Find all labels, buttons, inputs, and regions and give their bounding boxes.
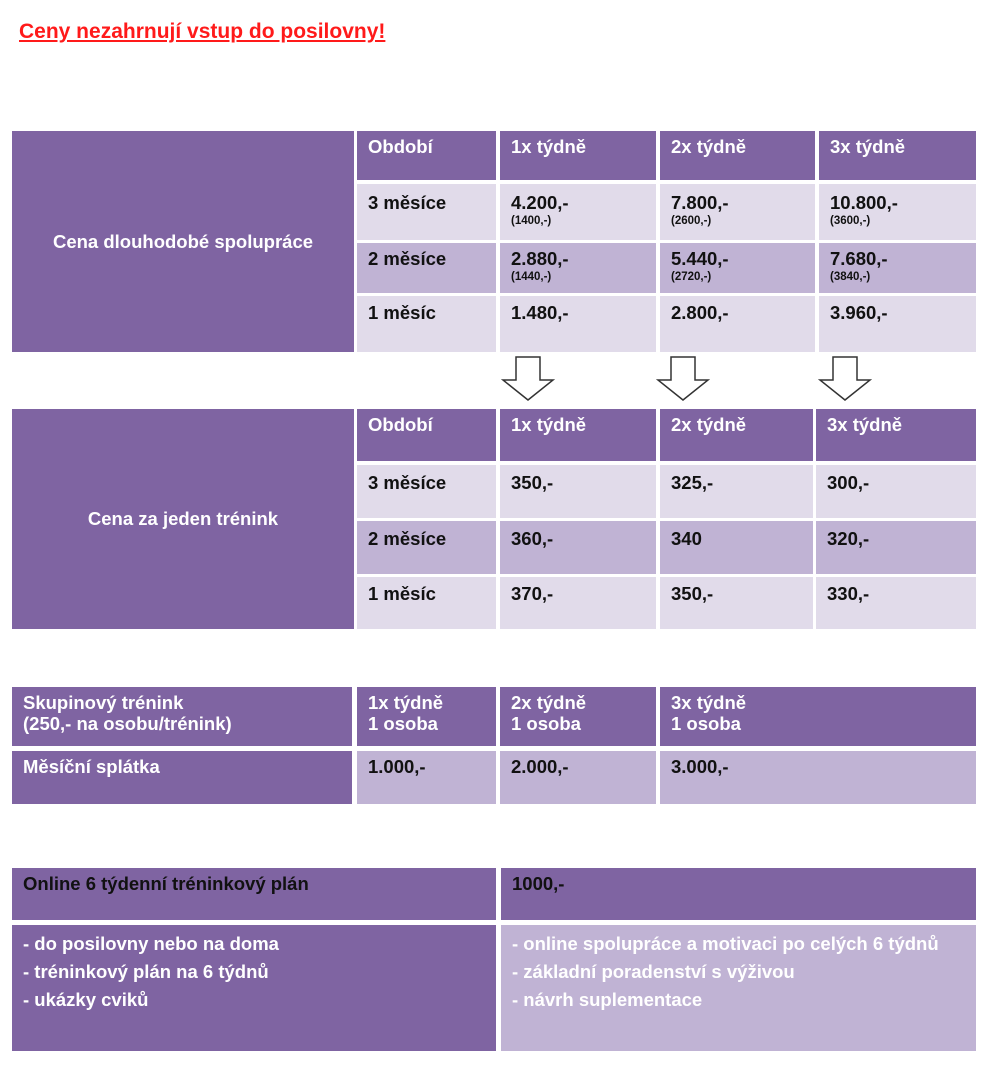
table2-period-2m: 2 měsíce bbox=[357, 521, 496, 574]
table1-price-1m-3x: 3.960,- bbox=[819, 296, 976, 352]
table1-row-label: Cena dlouhodobé spolupráce bbox=[12, 131, 354, 352]
table2-header-3x: 3x týdně bbox=[816, 409, 976, 461]
table2-price-1m-2x: 350,- bbox=[660, 577, 813, 629]
table3-title bbox=[12, 687, 352, 746]
persons: 1 osoba bbox=[368, 713, 438, 735]
persons: 1 osoba bbox=[511, 713, 581, 735]
frequency: 3x týdně bbox=[671, 692, 747, 713]
list-item: - tréninkový plán na 6 týdnů bbox=[23, 960, 269, 982]
down-arrow-icon bbox=[500, 356, 556, 402]
price-note: (1400,-) bbox=[511, 215, 552, 228]
table4-left-list bbox=[12, 925, 496, 1051]
price-note: (1440,-) bbox=[511, 271, 552, 284]
table3-header-3x bbox=[660, 687, 976, 746]
table1-price-2m-3x bbox=[819, 243, 976, 293]
price: 7.680,- bbox=[830, 248, 888, 269]
price-warning: Ceny nezahrnují vstup do posilovny! bbox=[19, 20, 386, 43]
table1-period-2m: 2 měsíce bbox=[357, 243, 496, 293]
table2-period-3m: 3 měsíce bbox=[357, 465, 496, 518]
table1-price-1m-1x: 1.480,- bbox=[500, 296, 656, 352]
price: 7.800,- bbox=[671, 192, 729, 213]
table3-price-1x: 1.000,- bbox=[357, 751, 496, 804]
table4-title: Online 6 týdenní tréninkový plán bbox=[12, 868, 496, 920]
table3-price-2x: 2.000,- bbox=[500, 751, 656, 804]
table1-header-3x: 3x týdně bbox=[819, 131, 976, 180]
table2-price-1m-3x: 330,- bbox=[816, 577, 976, 629]
table1-price-2m-2x bbox=[660, 243, 815, 293]
table1-header-period: Období bbox=[357, 131, 496, 180]
table2-price-1m-1x: 370,- bbox=[500, 577, 656, 629]
table3-header-1x bbox=[357, 687, 496, 746]
table1-header-2x: 2x týdně bbox=[660, 131, 815, 180]
price-note: (2600,-) bbox=[671, 215, 712, 228]
table2-period-1m: 1 měsíc bbox=[357, 577, 496, 629]
persons: 1 osoba bbox=[671, 713, 741, 735]
table3-price-3x: 3.000,- bbox=[660, 751, 976, 804]
list-item: - online spolupráce a motivaci po celých 6 týdnů bbox=[512, 933, 939, 954]
table2-header-period: Období bbox=[357, 409, 496, 461]
table1-price-3m-3x bbox=[819, 184, 976, 240]
group-training-title: Skupinový trénink bbox=[23, 692, 184, 713]
down-arrow-icon bbox=[817, 356, 873, 402]
table2-price-2m-3x: 320,- bbox=[816, 521, 976, 574]
table1-price-3m-2x bbox=[660, 184, 815, 240]
table2-price-2m-2x: 340 bbox=[660, 521, 813, 574]
table1-period-1m: 1 měsíc bbox=[357, 296, 496, 352]
table3-row-label: Měsíční splátka bbox=[12, 751, 352, 804]
table2-header-2x: 2x týdně bbox=[660, 409, 813, 461]
table4-price: 1000,- bbox=[501, 868, 976, 920]
table3-header-2x bbox=[500, 687, 656, 746]
group-training-subtitle: (250,- na osobu/trénink) bbox=[23, 713, 232, 735]
list-item: - ukázky cviků bbox=[23, 988, 149, 1010]
list-item: - základní poradenství s výživou bbox=[512, 960, 795, 982]
table2-header-1x: 1x týdně bbox=[500, 409, 656, 461]
price-note: (2720,-) bbox=[671, 271, 712, 284]
table1-period-3m: 3 měsíce bbox=[357, 184, 496, 240]
price: 10.800,- bbox=[830, 192, 898, 213]
frequency: 2x týdně bbox=[511, 692, 587, 713]
price-note: (3600,-) bbox=[830, 215, 871, 228]
table4-right-list bbox=[501, 925, 976, 1051]
table1-price-1m-2x: 2.800,- bbox=[660, 296, 815, 352]
table2-price-3m-3x: 300,- bbox=[816, 465, 976, 518]
list-item: - do posilovny nebo na doma bbox=[23, 933, 279, 954]
table2-price-3m-1x: 350,- bbox=[500, 465, 656, 518]
frequency: 1x týdně bbox=[368, 692, 444, 713]
table2-row-label: Cena za jeden trénink bbox=[12, 409, 354, 629]
table1-price-3m-1x bbox=[500, 184, 656, 240]
price-note: (3840,-) bbox=[830, 271, 871, 284]
price: 4.200,- bbox=[511, 192, 569, 213]
table1-price-2m-1x bbox=[500, 243, 656, 293]
down-arrow-icon bbox=[655, 356, 711, 402]
price: 2.880,- bbox=[511, 248, 569, 269]
table2-price-3m-2x: 325,- bbox=[660, 465, 813, 518]
table1-header-1x: 1x týdně bbox=[500, 131, 656, 180]
price: 5.440,- bbox=[671, 248, 729, 269]
list-item: - návrh suplementace bbox=[512, 988, 703, 1010]
table2-price-2m-1x: 360,- bbox=[500, 521, 656, 574]
